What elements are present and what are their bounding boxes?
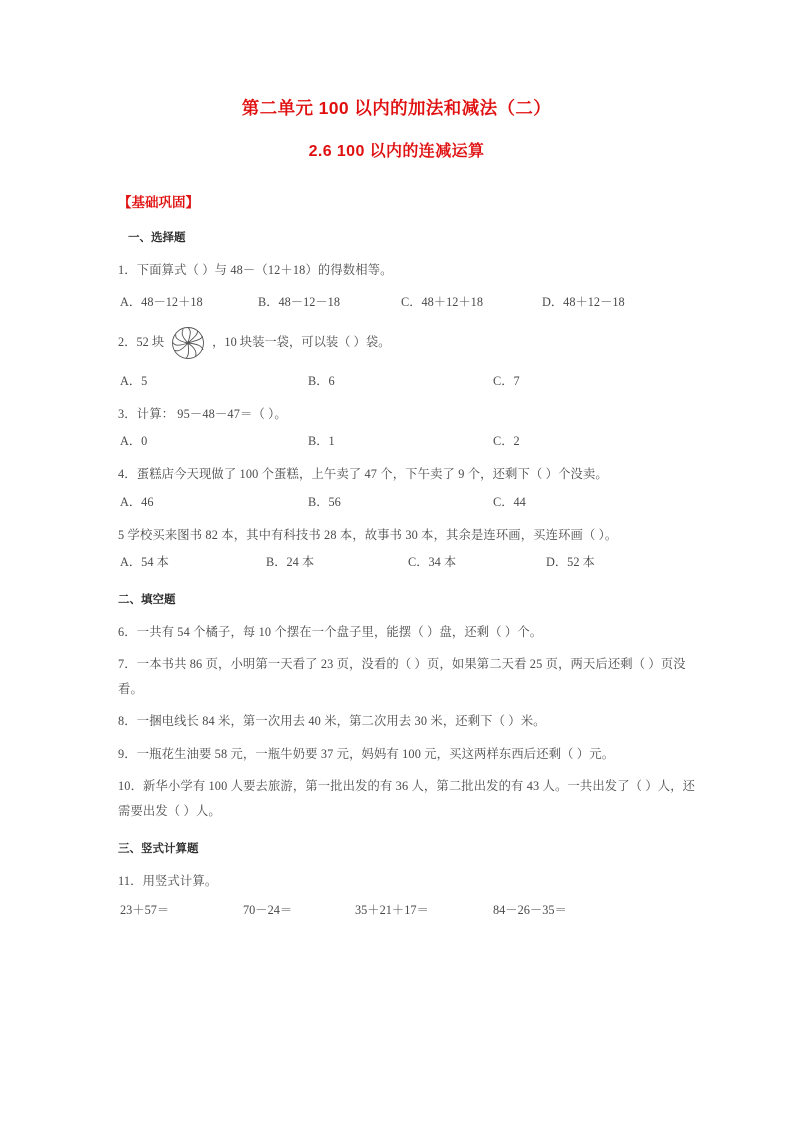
- equation-4: 84－26－35＝: [493, 903, 567, 918]
- option-5-d[interactable]: D．52 本: [546, 554, 595, 569]
- equation-1: 23＋57＝: [120, 903, 170, 918]
- question-2-options: [118, 369, 698, 394]
- question-2-text: [118, 323, 698, 363]
- option-2-b[interactable]: B．6: [308, 374, 335, 389]
- question-8-text: 8．一捆电线长 84 米，第一次用去 40 米，第二次用去 30 米，还剩下（ ）米。: [118, 714, 546, 729]
- option-1-b[interactable]: B．48－12－18: [258, 295, 340, 310]
- question-11-equations: [118, 898, 698, 924]
- cookie-swirl-icon: [166, 323, 210, 363]
- section-heading-choice: 一、选择题: [128, 231, 186, 244]
- option-5-c[interactable]: C．34 本: [408, 554, 457, 569]
- section-heading-vertical: 三、竖式计算题: [118, 843, 199, 856]
- section-heading-fill: 二、填空题: [118, 593, 176, 606]
- question-2-text-after: ，10 块装一袋，可以装（ ）袋。: [212, 335, 391, 350]
- option-1-d[interactable]: D．48＋12－18: [542, 295, 625, 310]
- option-5-b[interactable]: B．24 本: [266, 554, 315, 569]
- question-5-text: 5 学校买来图书 82 本，其中有科技书 28 本，故事书 30 本，其余是连环画，买连环画（ ）。: [118, 527, 618, 542]
- question-4-text: 4．蛋糕店今天现做了 100 个蛋糕，上午卖了 47 个，下午卖了 9 个，还剩下（ ）个没卖。: [118, 467, 608, 482]
- question-3-text: 3．计算： 95－48－47＝（ ）。: [118, 407, 287, 422]
- question-6-text: 6．一共有 54 个橘子，每 10 个摆在一个盘子里，能摆（ ）盘，还剩（ ）个。: [118, 624, 543, 639]
- question-7-text: 7．一本书共 86 页，小明第一天看了 23 页，没看的（ ）页，如果第二天看 25 页，两天后还剩（ ）页没看。: [118, 656, 686, 697]
- question-1-text: 1．下面算式（ ）与 48－（12＋18）的得数相等。: [118, 262, 393, 277]
- page-subtitle: 2.6 100 以内的连减运算: [308, 142, 485, 160]
- question-10-text: 10．新华小学有 100 人要去旅游，第一批出发的有 36 人，第二批出发的有 43 人。一共出发了（ ）人，还需要出发（ ）人。: [118, 778, 696, 818]
- question-9-text: 9．一瓶花生油要 58 元，一瓶牛奶要 37 元，妈妈有 100 元，买这两样东西后还剩（ ）元。: [118, 746, 615, 761]
- question-2-text-before: 2．52 块: [118, 335, 165, 350]
- option-1-c[interactable]: C．48＋12＋18: [401, 295, 483, 310]
- option-5-a[interactable]: A．54 本: [120, 554, 169, 569]
- question-1-options: [118, 290, 698, 315]
- question-11-text: 11．用竖式计算。: [118, 874, 218, 889]
- page-title: 第二单元 100 以内的加法和减法（二）: [241, 98, 552, 118]
- question-3-options: [118, 429, 698, 454]
- option-2-a[interactable]: A．5: [120, 374, 148, 389]
- title-block: [0, 96, 793, 163]
- equation-2: 70－24＝: [243, 903, 293, 918]
- equation-3: 35＋21＋17＝: [355, 903, 429, 918]
- question-5-options: [118, 550, 698, 575]
- option-3-b[interactable]: B．1: [308, 434, 335, 449]
- section-basic-consolidation-heading: 【基础巩固】: [118, 194, 199, 210]
- option-4-c[interactable]: C．44: [493, 494, 526, 509]
- option-3-a[interactable]: A．0: [120, 434, 148, 449]
- option-4-b[interactable]: B．56: [308, 494, 341, 509]
- worksheet-content: [0, 191, 793, 924]
- option-2-c[interactable]: C．7: [493, 374, 520, 389]
- option-4-a[interactable]: A．46: [120, 494, 154, 509]
- option-3-c[interactable]: C．2: [493, 434, 520, 449]
- question-4-options: [118, 490, 698, 515]
- option-1-a[interactable]: A．48－12＋18: [120, 295, 203, 310]
